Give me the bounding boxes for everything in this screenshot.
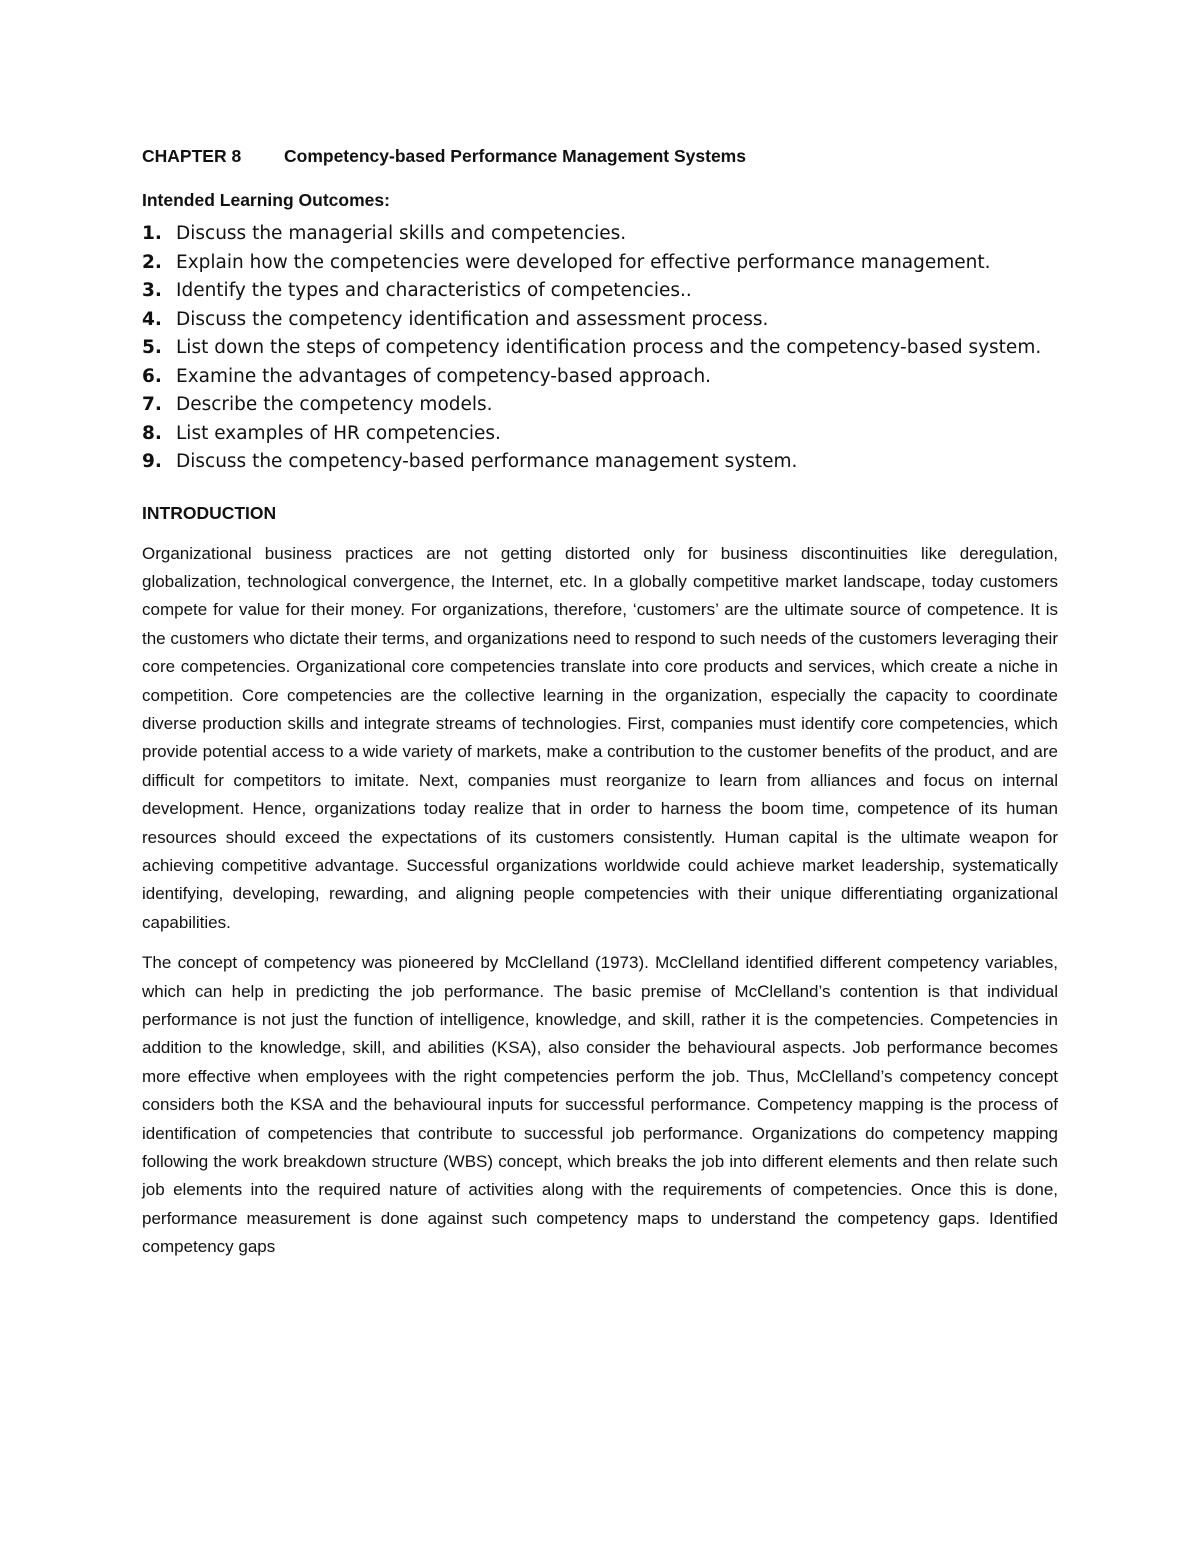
list-item [142, 391, 1058, 420]
list-number: 5. [142, 337, 162, 358]
list-item [142, 334, 1058, 363]
list-number: 7. [142, 394, 162, 415]
list-text: Identify the types and characteristics of competencies.. [176, 280, 692, 301]
list-item [142, 448, 1058, 477]
list-item [142, 306, 1058, 335]
list-text: Discuss the competency-based performance management system. [176, 451, 798, 472]
introduction-heading: INTRODUCTION [142, 502, 277, 523]
list-number: 3. [142, 280, 162, 301]
list-text: Examine the advantages of competency-based approach. [176, 365, 712, 387]
chapter-heading [142, 142, 1058, 170]
list-item [142, 363, 1058, 392]
list-item [142, 420, 1058, 449]
list-text: Explain how the competencies were developed for effective performance management. [176, 251, 991, 273]
list-number: 9. [142, 451, 162, 472]
body-paragraph: Organizational business practices are not getting distorted only for business discontinuities like deregulation, globalization, technological convergence, the Internet, etc. In a globally competitive market landscape, today customers compete for value for their money. For organizations, therefore, ‘customers’ are the ultimate source of competence. It is the customers who dictate their terms, and organizations need to respond to such needs of the customers leveraging their core competencies. Organizational core competencies translate into core products and services, which create a niche in competition. Core competencies are the collective learning in the organization, especially the capacity to coordinate diverse production skills and integrate streams of technologies. First, companies must identify core competencies, which provide potential access to a wide variety of markets, make a contribution to the customer benefits of the product, and are difficult for competitors to imitate. Next, companies must reorganize to learn from alliances and focus on internal development. Hence, organizations today realize that in order to harness the boom time, competence of its human resources should exceed the expectations of its customers consistently. Human capital is the ultimate weapon for achieving competitive advantage. Successful organizations worldwide could achieve market leadership, systematically identifying, developing, rewarding, and aligning people competencies with their unique differentiating organizational capabilities. [142, 543, 1058, 932]
list-number: 8. [142, 422, 162, 444]
list-text: Describe the competency models. [176, 394, 493, 415]
list-text: Discuss the competency identification and assessment process. [176, 308, 769, 330]
list-text: List down the steps of competency identification process and the competency-based system. [176, 337, 1042, 358]
chapter-title: Competency-based Performance Management Systems [284, 146, 746, 166]
list-text: List examples of HR competencies. [176, 422, 501, 444]
list-item [142, 220, 1058, 249]
list-number: 4. [142, 308, 162, 330]
body-paragraph: The concept of competency was pioneered by McClelland (1973). McClelland identified different competency variables, which can help in predicting the job performance. The basic premise of McClelland’s contention is that individual performance is not just the function of intelligence, knowledge, and skill, rather it is the competencies. Competencies in addition to the knowledge, skill, and abilities (KSA), also consider the behavioural aspects. Job performance becomes more effective when employees with the right competencies perform the job. Thus, McClelland’s competency concept considers both the KSA and the behavioural inputs for successful performance. Competency mapping is the process of identification of competencies that contribute to successful job performance. Organizations do competency mapping following the work breakdown structure (WBS) concept, which breaks the job into different elements and then relate such job elements into the required nature of activities along with the requirements of competencies. Once this is done, performance measurement is done against such competency maps to understand the competency gaps. Identified competency gaps [142, 953, 1058, 1257]
list-number: 6. [142, 365, 162, 387]
list-text: Discuss the managerial skills and competencies. [176, 223, 627, 244]
list-number: 2. [142, 251, 162, 273]
list-item [142, 277, 1058, 306]
document-page [142, 142, 1058, 1274]
list-number: 1. [142, 223, 162, 244]
outcomes-list [142, 220, 1058, 477]
list-item [142, 249, 1058, 278]
outcomes-heading: Intended Learning Outcomes: [142, 190, 390, 210]
chapter-label: CHAPTER 8 [142, 146, 242, 166]
